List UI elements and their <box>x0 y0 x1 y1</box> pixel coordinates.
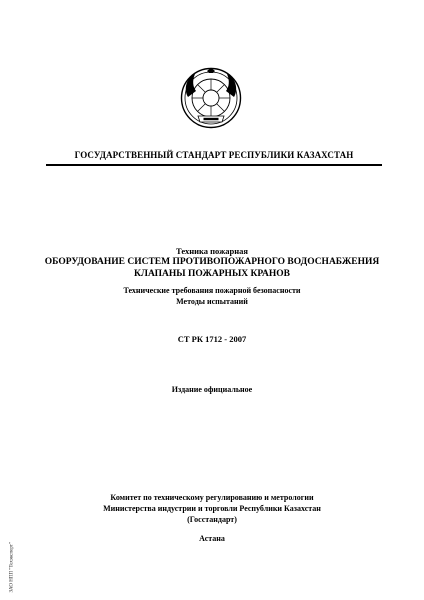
publisher-line-1: Комитет по техническому регулированию и метрологии <box>110 493 314 502</box>
publication-city: Астана <box>199 534 225 543</box>
publisher-line-3: (Госстандарт) <box>187 515 237 524</box>
kazakhstan-state-emblem-icon <box>180 67 242 129</box>
document-subtitle-line-2: Методы испытаний <box>176 297 248 306</box>
document-subtitle-line-1: Технические требования пожарной безопасности <box>123 286 301 295</box>
document-title-line-2: КЛАПАНЫ ПОЖАРНЫХ КРАНОВ <box>134 269 290 279</box>
document-title-line-1: ОБОРУДОВАНИЕ СИСТЕМ ПРОТИВОПОЖАРНОГО ВОДОСНАБЖЕНИЯ <box>44 257 380 267</box>
heading-divider <box>46 164 382 166</box>
standard-designation: СТ РК 1712 - 2007 <box>177 334 247 344</box>
side-watermark-note: ЗАО НПП "Техэксперт" <box>9 541 15 593</box>
standard-heading: ГОСУДАРСТВЕННЫЙ СТАНДАРТ РЕСПУБЛИКИ КАЗАХСТАН <box>74 150 354 160</box>
document-category: Техника пожарная <box>176 246 248 256</box>
publisher-line-2: Министерства индустрии и торговли Республики Казахстан <box>103 504 321 513</box>
edition-label: Издание официальное <box>171 385 253 394</box>
